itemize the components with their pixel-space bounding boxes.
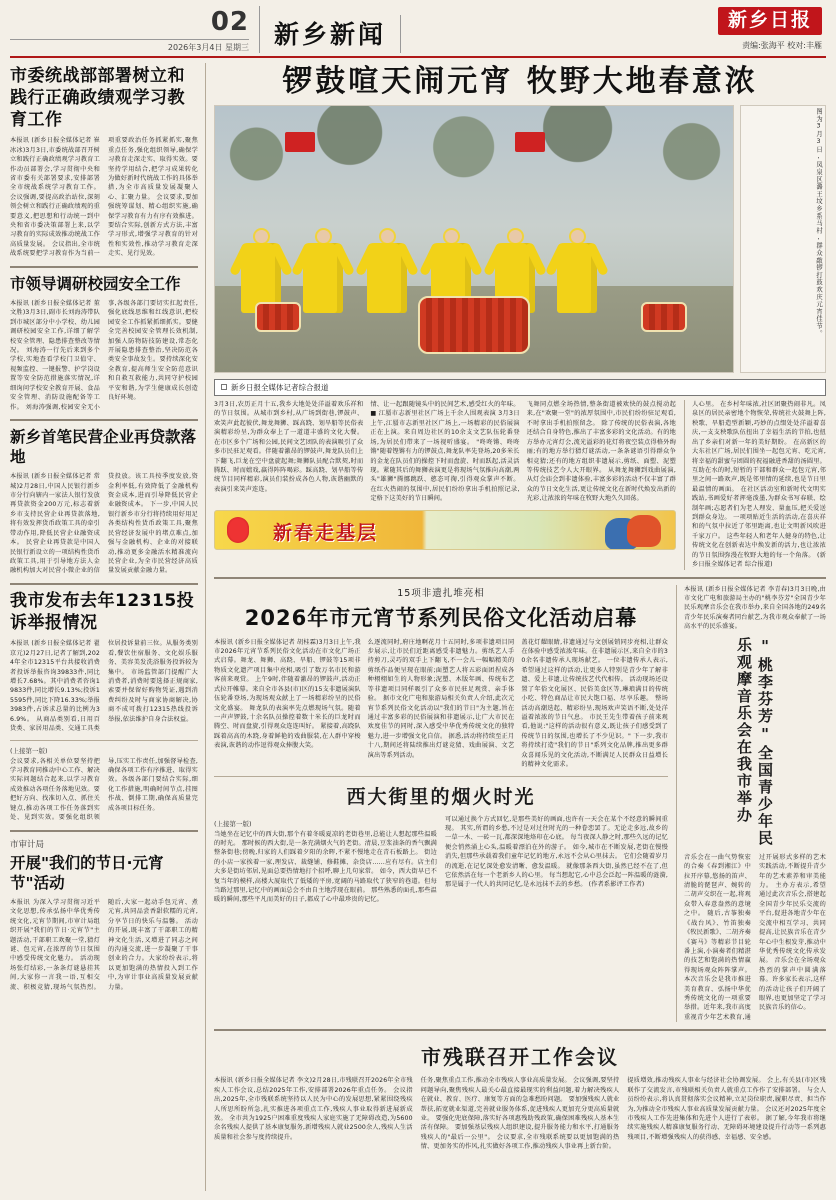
feature-photo-block bbox=[214, 105, 826, 373]
music-article bbox=[676, 585, 826, 1023]
article-headline: 市领导调研校园安全工作 bbox=[10, 274, 181, 293]
masthead-right bbox=[401, 7, 826, 53]
campaign-banner-text: 新春走基层 bbox=[273, 521, 379, 544]
bottom-col-1: 本报讯 (新乡日报全媒体记者 李文)2月28日,市残联召开2026年全市残疾人工作会议,总结2025年工作,安排部署2026年重点任务。 会议指出,2025年,全市残联系统坚持以人民为中心的发展思想,紧紧围绕残疾人所思所盼所急,扎实推进各项重点工作,残疾人事业取得新进展新成效。 全市共为1925户困难重度残疾人家庭实施了无障碍改造,为5600余名残疾人提供了基本康复服务,新增残疾人就业2500余人,残疾人生活质量和社会参与度持续提升。 bbox=[214, 1077, 413, 1141]
mid-col-2: 么逐流同时,府庄地啊花月十五同时,多项非遗项目同步展示,让市民们近距离感受非遗魅力。剪纸艺人手持剪刀,灵巧的双手上下翻飞,不一会儿一幅幅精美的剪纸作品便呈现在眼前;面塑艺人将五彩面团捏成各种栩栩如生的人物形象;泥塑、木版年画、传统布艺等非遗项目同样吸引了众多市民驻足观赏、亲手体验。 据市文化广电和旅游局相关负责人介绍,此次元宵节系列民俗文化活动以"我们的节日"为主题,旨在通过丰富多彩的民俗展演和非遗展示,让广大市民在欢度佳节的同时,深入感受中华优秀传统文化的独特魅力,进一步增强文化自信。 据悉,活动将持续至正月十八,期间还将陆续推出灯谜竞猜、戏曲展演、文艺演出等系列活动。 bbox=[367, 638, 515, 759]
right-column bbox=[206, 63, 826, 1191]
bottom-article bbox=[214, 1037, 826, 1151]
editor-credits: 责编:张海平 校对:丰雁 bbox=[742, 41, 822, 50]
divider bbox=[214, 577, 826, 579]
section-title: 新乡新闻 bbox=[260, 15, 401, 53]
music-article-body: 音乐会在一曲气势恢宏的合奏《春到湘江》中拉开序幕,悠扬的笛声、清脆的琵琶声、婉转的二胡声交织在一起,将观众带入春意盎然的意境之中。 随后,古筝独奏《战台风》、竹笛独奏《牧民新歌》、二胡齐奏《赛马》等精彩节目轮番上演,小演奏者们精湛的技艺和饱满的热情赢得现场观众阵阵掌声。 本次音乐会是我市推进美育教育、弘扬中华优秀传统文化的一项重要举措。近年来,我市高度重视青少年艺术教育,通过开展形式多样的艺术实践活动,不断提升青少年的艺术素养和审美能力。 主办方表示,希望通过此次音乐会,搭建起全国青少年民乐交流的平台,促进各地青少年在交流中相互学习、共同提高,让民族音乐在青少年心中生根发芽,推动中华优秀传统文化传承发展。 音乐会在全场观众热烈的掌声中圆满落幕。许多家长表示,这样的活动让孩子们开阔了眼界,也更加坚定了学习民族音乐的信心。 bbox=[684, 853, 826, 1021]
music-article-headline: "桃李芬芳"全国青少年民乐观摩音乐会在我市举办 bbox=[735, 636, 774, 847]
masthead bbox=[10, 6, 826, 58]
music-article-lead: 本报讯 (新乡日报全媒体记者 李青春)3月3日晚,由市文化广电和旅游局主办的"桃李芬芳"全国青少年民乐观摩音乐会在我市举办,来自全国各地的249名青少年民乐演奏者同台献艺,为我市观众奉献了一场高水平的民乐盛宴。 bbox=[684, 585, 826, 631]
article-body: 本报讯 (新乡日报全媒体记者 董文胜)3月3日,副市长刘海涛带队到市城区部分中小学校、幼儿园调研校园安全工作,详细了解学校安全管理、隐患排查整改等情况。 刘海涛一行先后来到多个学校,实地查看学校门卫值守、视频监控、一键报警、护学岗设置等安全防范措施落实情况,详细询问学校安全教育开展、食品安全管理、消防设施配备等工作。 刘海涛强调,校园安全无小事,各级各部门要切实扛起责任,强化底线思维和红线意识,把校园安全工作抓紧抓细抓实。要健全完善校园安全管理长效机制,加强人防物防技防建设,常态化开展隐患排查整治,坚决防范各类安全事故发生。要持续深化安全教育,提高师生安全防范意识和自救互救能力,共同守护校园平安和谐,为学生健康成长创造良好环境。 bbox=[10, 299, 198, 411]
street-col-1: 当她坐在记忆中的西大街,那个有着冬暖夏凉的老街巷里,总能让人想起那些温暖的时光。 那时候的西大街,是一条充满烟火气的老街。清晨,豆浆油条的香气飘满整条街巷;傍晚,归家的人们踩着夕阳的余晖,不紧不慢地走在青石板路上。 街边的小店一家挨着一家,理发店、裁缝铺、修鞋摊、杂货店……应有尽有。店主们大多是街坊邻居,见面总要热情地打个招呼,聊上几句家常。 如今，西大街早已不复当年的模样,高楼大厦取代了低矮的平房,宽阔的马路取代了狭窄的巷道。但每当路过那里,记忆中的画面总会不由自主地浮现在眼前。 那些熟悉的面孔,那些温暖的瞬间,那些平凡而美好的日子,都成了心中最珍贵的记忆。 bbox=[214, 830, 437, 904]
street-col-2: 可以通过换个方式回忆,是那些美好的画面,也许有一天会在某个不经意的瞬间重现。 其实,所谓的乡愁,不过是对过往时光的一种眷恋罢了。无论走多远,故乡的一草一木、一砖一瓦,都深深地烙印在心底。 每当夜深人静之时,那些久远的记忆便会悄然涌上心头,温暖着漂泊在外的游子。 如今,城市在不断发展,老街在慢慢消失,但那些承载着我们童年记忆的地方,永远不会从心里抹去。 它们会随着岁月的流逝,在记忆深处愈发清晰、愈发温暖。 就像那条西大街,虽然已经不在了,但它依然活在每一个老新乡人的心里。 每当想起它,心中总会泛起一阵温暖的涟漪,那是属于一代人的共同记忆,是永远抹不去的乡愁。 (作者系影评工作者) bbox=[445, 815, 668, 889]
mid-col-1: 本报讯 (新乡日报全媒体记者 胡桂霖)3月3日上午,我市2026年元宵节系列民俗文化活动在市文化广场正式启幕。舞龙、舞狮、高跷、旱船、锣鼓等15项非物质文化遗产项目集中亮相,吸引了数万名市民和游客前来观赏。 上午9时,伴随着激昂的锣鼓声,活动正式拉开帷幕。来自全市各县(市)区的15支非遗展演队伍轮番登场,为现场观众献上了一场精彩纷呈的民俗文化盛宴。 舞龙队的表演率先点燃现场气氛。随着一声声锣鼓,十余名队员操控着数十米长的巨龙时而腾空、时而盘旋,引得观众连连叫好。 紧接着,高跷队踩着高高的木跷,身着鲜艳的戏曲服装,在人群中穿梭表演,诙谐的动作逗得观众捧腹大笑。 bbox=[214, 638, 361, 750]
feature-caption-column bbox=[740, 105, 826, 373]
bottom-article-headline: 市残联召开工作会议 bbox=[421, 1045, 619, 1070]
masthead-left bbox=[10, 6, 260, 53]
bottom-col-2: 任务,聚焦重点工作,推动全市残疾人事业高质量发展。 会议强调,要坚持问题导向,聚焦残疾人最关心最直接最现实的利益问题,着力解决残疾人在就业、教育、医疗、康复等方面的急难愁盼问题。 要加强残疾人就业帮扶,拓宽就业渠道,完善就业服务体系,促进残疾人更加充分更高质量就业。 要强化兜底保障,落实好各项惠残助残政策,确保困难残疾人基本生活有保障。 要加强基层残疾人组织建设,提升服务能力和水平,打通服务残疾人的"最后一公里"。 会议要求,全市残联系统要以更加饱满的热情、更加务实的作风,扎实做好各项工作,推动残疾人事业再上新台阶。 bbox=[420, 1077, 620, 1151]
page-number: 02 bbox=[210, 7, 249, 37]
campaign-banner bbox=[214, 510, 676, 550]
article-body: 本报讯 (新乡日报全媒体记者 翟京元)2月27日,记者了解到,2024年全市12315平台共接收消费者投诉举报咨询39833件,同比增长7.68%。其中消费者咨询19833件,同比增长9.13%;投诉15595件,同比下降16.33%;举报3983件,占诉求总量的比例为36.9%。 从商品类别看,日用百货类、家居用品类、交通工具类位居投诉量前三位。从服务类别看,餐饮住宿服务、文化娱乐服务、美容美发洗浴服务投诉较为集中。 市场监管部门提醒广大消费者,消费时要选择正规商家,索要并保留好购物凭证,遇到消费纠纷及时与商家协商解决,协商不成可拨打12315热线投诉举报,依法维护自身合法权益。 bbox=[10, 640, 198, 733]
divider bbox=[214, 776, 668, 777]
article-kicker: 市审计局 bbox=[10, 839, 45, 850]
photo-performer bbox=[301, 228, 345, 348]
feature-headline: 锣鼓喧天闹元宵 牧野大地春意浓 bbox=[282, 64, 758, 99]
article-12315 bbox=[10, 591, 198, 734]
article-body: 本报讯 (新乡日报全媒体记者 崔冰冰)3月3日,市委统战部召开树立和践行正确政绩观学习教育工作动员部署会,学习贯彻中央和省市委有关部署要求,安排部署全市统战系统学习教育工作。 会议强调,要提高政治站位,深刻领会树立和践行正确政绩观的重要意义,把思想和行动统一到中央和省市委决策部署上来,以学习教育的实际成效推动统战工作高质量发展。 会议指出,全市统战系统要把学习教育作为当前一项重要政治任务抓紧抓实,聚焦重点任务,强化组织领导,确保学习教育走深走实、取得实效。要坚持学用结合,把学习成果转化为做好新时代统战工作的具体举措,为全市高质量发展凝聚人心、汇聚力量。 会议要求,要加强统筹谋划、精心组织实施,确保学习教育有力有序有效推进。要结合实际,创新方式方法,丰富学习形式,增强学习教育的针对性和实效性,推动学习教育走深走实、见行见效。 bbox=[10, 137, 198, 258]
divider bbox=[10, 266, 198, 268]
divider bbox=[214, 1029, 826, 1031]
divider bbox=[10, 583, 198, 585]
feature-col-4: 人心里。 在乡村年味浓,社区团聚热闹非凡。凤泉区的居民亲密地个物恢荣,传统社火鼓舞上阵,秧歌、旱船造型新颖,巧妙的点缀处处洋溢着喜庆,一支支秧歌队伍扭出了幸福生活的节拍,也扭出了乡亲们对新一年的美好期盼。 在高新区的大东社区广场,居民们围坐一起包元宵、吃元宵,将幸福的甜蜜与团圆的祝福融进香甜的汤圆里。 互助在水的时,短暂的干部和群众一起包元宵,邻里之间一路欢声,既是邻里情的延续,也是节日里最温情的画面。 在社区活动室和新时代文明实践站,书画爱好者挥毫泼墨,为群众书写春联、绘制年画;志愿者们为老人理发、量血压,把关爱送到群众身边。 一项项贴近生活的活动,在喜庆祥和的气氛中拉近了邻里距离,也让文明新风吹进千家万户。 这些年轻人和老年人健身的特色,让传统文化在创新表达中焕发新的活力,也让浓浓的节日氛围弥漫在牧野大地的每一个角落。 (新乡日报全媒体记者 综合报道) bbox=[684, 400, 826, 570]
feature-col-2: 情、让一起跟随镜头中的民间艺术,感受红火的年味。 ■ 江蜃市志新里社区广场上千余人围观表演 3月3日上午,江蜃市志新里社区广场上,一场精彩的民俗展演正在上演。来自周边社区的10余支文艺队伍轮番登场,为居民们带来了一场视听盛宴。 "咚咚锵、咚咚锵"随着铿锵有力的锣鼓点,舞龙队率先登场,20多米长的金龙在队员们的操控下时而盘旋、时而跃起,活灵活现。紧随其后的舞狮表演更是将现场气氛推向高潮,两头"雄狮"腾挪跳跃、憨态可掬,引得观众掌声不断。 在红火热闹的氛围中,居民们纷纷拿出手机拍照记录,定格下这美好的节日瞬间。 bbox=[370, 401, 520, 503]
continuation-note: (上接第一版) bbox=[10, 746, 48, 755]
article-xiaoyuananquan bbox=[10, 274, 198, 412]
figures-icon bbox=[627, 515, 661, 547]
continuation-note: (上接第一版) bbox=[214, 819, 252, 828]
mid-col-3: 盖花灯耀眼睛,非遗通过与文创展销同步亮相,让群众在体验中感受浓浓年味。在非遗展示区,来自全市的30余名非遗传承人现场献艺。 一位非遗传承人表示,希望通过这样的活动,让更多人特别是青少年了解非遗、爱上非遗,让传统技艺代代相传。 活动现场还设置了年俗文化展区、民俗美食区等,琳琅满目的传统小吃、特色商品让市民大饱口福、尽享乐趣。 整场活动高潮迭起、精彩纷呈,现场欢声笑语不断,处处洋溢着浓浓的节日气息。 市民王先生带着孩子前来观看,他说:"这样的活动很有意义,既让孩子们感受到了传统节日的氛围,也增长了不少见识。" 下一步,我市将持续打造"我们的节日"系列文化品牌,推出更多群众喜闻乐见的文化活动,不断满足人民群众日益增长的精神文化需求。 bbox=[521, 638, 669, 769]
left-column bbox=[10, 63, 206, 1191]
photo-performer bbox=[555, 228, 599, 348]
article-shenjiju bbox=[10, 838, 198, 993]
mid-section bbox=[214, 585, 826, 1023]
lantern-icon bbox=[227, 517, 249, 543]
divider bbox=[10, 830, 198, 832]
mid-article-kicker: 15项非遗扎堆亮相 bbox=[397, 587, 485, 599]
mid-article bbox=[214, 585, 668, 1023]
content-grid bbox=[10, 63, 826, 1191]
photo-drum-large bbox=[418, 296, 530, 354]
source-label bbox=[214, 379, 826, 396]
street-article-headline: 西大街里的烟火时光 bbox=[346, 785, 536, 808]
article-headline: 我市发布去年12315投诉举报情况 bbox=[10, 590, 195, 633]
feature-text-block bbox=[214, 400, 826, 570]
photo-drum bbox=[255, 302, 301, 332]
article-headline: 开展"我们的节日·元宵节"活动 bbox=[10, 853, 164, 892]
photo-caption: 图为3月3日,凤泉区潞王坟乡系马村,群众敲锣打鼓欢庆元宵佳节。 bbox=[740, 105, 826, 373]
article-tongzhanbu bbox=[10, 66, 198, 259]
publication-date: 2026年3月4日 星期三 bbox=[10, 39, 249, 53]
feature-col-1: 3月3日,农历正月十五,我乡大地处处洋溢着欢乐祥和的节日氛围。从城市到乡村,从广场到街巷,锣鼓声、欢笑声此起彼伏,舞龙舞狮、踩高跷、划旱船等民俗表演精彩纷呈,为群众奉上了一道道丰盛的文化大餐。 在市区多个广场和公园,民间文艺团队的表演吸引了众多市民驻足观看。伴随着激昂的锣鼓声,舞龙队员们上下翻飞,巨龙在空中盘旋起舞;舞狮队员配合默契,时而腾跃、时而嬉戏,赢得阵阵喝彩。踩高跷、划旱船等传统节目同样精彩,演员们装扮成各色人物,诙谐幽默的表演引来笑声连连。 bbox=[214, 401, 364, 493]
divider bbox=[10, 419, 198, 421]
square-bullet-icon bbox=[221, 384, 227, 390]
photo-drum bbox=[641, 302, 687, 332]
photo-trees bbox=[215, 106, 733, 226]
street-col-1-wrap bbox=[214, 815, 437, 905]
mid-article-headline: 2026年市元宵节系列民俗文化活动启幕 bbox=[244, 605, 638, 630]
feature-col-group-left bbox=[214, 400, 676, 570]
photo-banner bbox=[515, 132, 545, 152]
article-body: 会议要求,各相关单位要坚持把学习教育同推动中心工作、解决实际问题结合起来,以学习教育成效推动各项任务落地见效。要把好方向、找准切入点、抓住关键点,推动各项工作任务落到实处、见到实效。要强化组织领导,压实工作责任,加强督导检查,确保各项工作有序推进、取得实效。各级各部门要结合实际,细化工作措施,明确时间节点,挂图作战、倒排工期,确保高质量完成各项目标任务。 bbox=[10, 757, 198, 822]
photo-performer bbox=[365, 228, 409, 348]
article-headline: 新乡首笔民营企业再贷款落地 bbox=[10, 427, 197, 467]
newspaper-logo: 新乡日报 bbox=[718, 7, 822, 35]
divider bbox=[10, 740, 198, 741]
article-minyingqiye bbox=[10, 427, 198, 576]
feature-col-3: 飞舞同点燃全场热情,整条街道被欢快的鼓点搅动起来,在"欢聚一堂"的浓厚氛围中,市民们纷纷驻足观看,不时拿出手机拍照留念。 除了传统的民俗表演,各地还结合自身特色,推出了丰富多彩的文化活动。有的地方举办元宵灯会,流光溢彩的花灯将夜空装点得格外绚丽;有的地方举行猜灯谜活动,一条条谜语引得群众争相竞猜;还有的地方组织非遗展示,剪纸、面塑、泥塑等传统技艺令人大开眼界。 从舞龙舞狮到戏曲展演,从灯会庙会到非遗体验,丰富多彩的活动不仅丰富了群众的节日文化生活,更让传统文化在新时代焕发出新的光彩,让浓浓的年味在牧野大地久久回荡。 bbox=[526, 401, 676, 503]
street-article bbox=[214, 782, 668, 905]
feature-photo bbox=[214, 105, 734, 373]
article-continued bbox=[10, 746, 198, 823]
article-body: 本报讯 (新乡日报全媒体记者 常城)2月28日,中国人民银行新乡市分行向辖内一家法人银行发放再贷款资金200万元,标志着新乡市支持民营企业再贷款落地,将有效发挥货币政策工具的牵引带动作用,降低民营企业融资成本。 民营企业再贷款是中国人民银行新设立的一项结构性货币政策工具,用于引导地方法人金融机构加大对民营小微企业的信贷投放。该工具按季度发放,资金利率低,有效降低了金融机构资金成本,进而引导降低民营企业融资成本。 下一步,中国人民银行新乡市分行将持续用好用足各类结构性货币政策工具,聚焦民营经济发展中的堵点难点,加强与金融机构、企业的对接联动,推动更多金融活水精准流向民营企业,为全市民营经济高质量发展贡献金融力量。 bbox=[10, 473, 198, 575]
article-body: 本报讯 为深入学习贯彻习近平文化思想,传承弘扬中华优秀传统文化,元宵节期间,市审计局组织开展"我们的节日·元宵节"主题活动,干部职工欢聚一堂,猜灯谜、包元宵,在浓厚的节日氛围中感受传统文化魅力。 活动现场张灯结彩,一条条灯谜悬挂其间,大家你一言我一语,互相交流、积极竞猜,现场气氛热烈。随后,大家一起动手包元宵、煮元宵,共同品尝香甜软糯的元宵,分享节日的快乐与温馨。 活动的开展,既丰富了干部职工的精神文化生活,又增进了同志之间的沟通交流,进一步凝聚了干事创业的合力。大家纷纷表示,将以更加饱满的热情投入到工作中,为审计事业高质量发展贡献力量。 bbox=[10, 898, 198, 991]
photo-banner bbox=[285, 132, 315, 152]
bottom-col-3: 提质增效,推动残疾人事业与经济社会协调发展。 会上,有关县(市)区残联作了交流发言,市残联相关负责人就重点工作作了安排部署。 与会人员纷纷表示,将认真贯彻落实会议精神,立足岗位职责,履职尽责、担当作为,为推动全市残疾人事业高质量发展贡献力量。 会议还对2025年度全市残疾人工作先进集体和先进个人进行了表彰。 据了解,今年我市将继续实施残疾人精准康复服务行动、无障碍环境建设提升行动等一系列惠残项目,不断增强残疾人的获得感、幸福感、安全感。 bbox=[627, 1077, 827, 1141]
article-headline: 市委统战部部署树立和践行正确政绩观学习教育工作 bbox=[10, 66, 185, 130]
source-text: 新乡日报全媒体记者综合报道 bbox=[231, 383, 329, 392]
